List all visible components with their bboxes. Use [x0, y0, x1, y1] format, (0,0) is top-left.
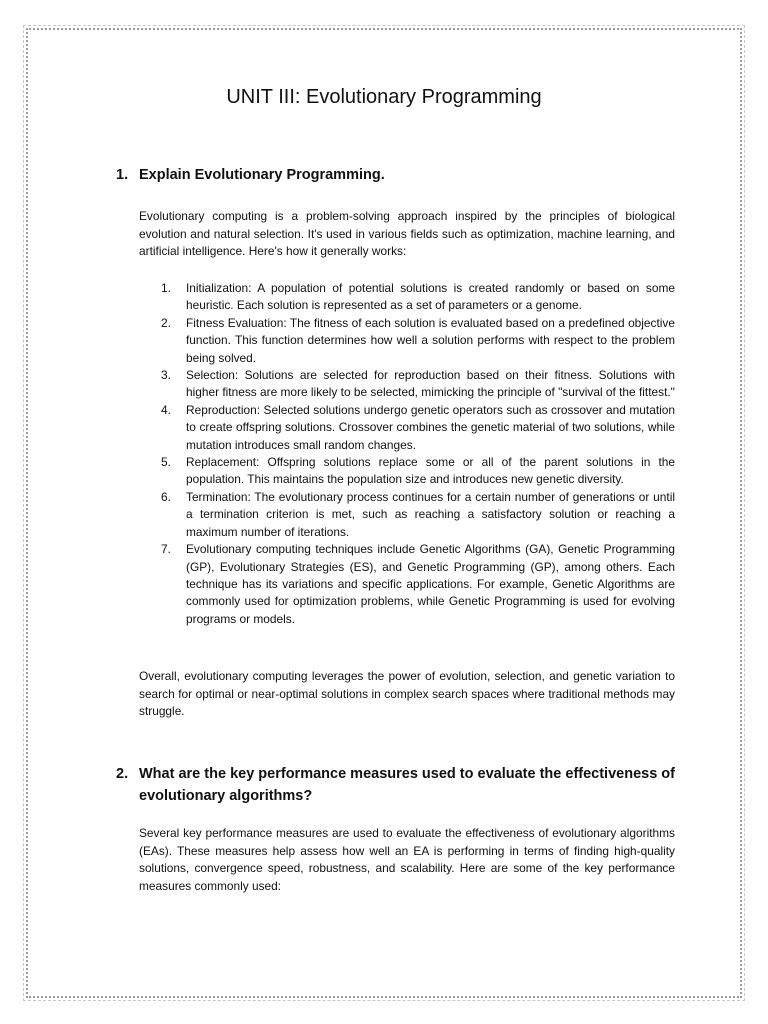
- list-item-text: Reproduction: Selected solutions undergo genetic operators such as crossover and mutation to create offspring solutions. Crossover combines the genetic material of two solutions, while mutation introduces small random changes.: [186, 402, 675, 452]
- section-1-heading: [116, 164, 675, 186]
- list-item-number: 5.: [161, 455, 171, 470]
- section-2-intro: Several key performance measures are used to evaluate the effectiveness of evolutionary algorithms (EAs). These measures help assess how well an EA is performing in terms of finding high-quality solutions, convergence speed, robustness, and scalability. Here are some of the key performance measures commonly used:: [139, 826, 675, 893]
- list-item-text: Replacement: Offspring solutions replace some or all of the parent solutions in the population. This maintains the population size and introduces new genetic diversity.: [186, 455, 675, 487]
- list-item: [161, 402, 675, 454]
- section-1-title: Explain Evolutionary Programming.: [139, 167, 385, 183]
- list-item: [161, 280, 675, 315]
- list-item-text: Initialization: A population of potential solutions is created randomly or based on some heuristic. Each solution is represented as a set of parameters or a genome.: [186, 281, 675, 313]
- list-item-number: 7.: [161, 542, 171, 557]
- list-item-number: 2.: [161, 315, 171, 330]
- list-item: [161, 541, 675, 628]
- list-item: [161, 489, 675, 541]
- section-2-heading: [116, 763, 675, 807]
- list-item-number: 3.: [161, 368, 171, 383]
- list-item-number: 1.: [161, 281, 171, 295]
- list-item-number: 6.: [161, 489, 171, 504]
- list-item-text: Fitness Evaluation: The fitness of each solution is evaluated based on a predefined objective function. This function determines how well a solution performs with respect to the problem being solved.: [186, 315, 675, 365]
- section-1-number: 1.: [116, 167, 129, 183]
- steps-list: [161, 280, 675, 628]
- section-2-number: 2.: [116, 766, 129, 782]
- list-item: [161, 367, 675, 402]
- list-item-number: 4.: [161, 402, 171, 417]
- list-item-text: Termination: The evolutionary process continues for a certain number of generations or until a termination criterion is met, such as reaching a satisfactory solution or reaching a maximum number of iterations.: [186, 489, 675, 539]
- list-item: [161, 315, 675, 367]
- section-1-intro: Evolutionary computing is a problem-solving approach inspired by the principles of biological evolution and natural selection. It's used in various fields such as optimization, machine learning, and artificial intelligence. Here's how it generally works:: [139, 209, 675, 258]
- page-title: UNIT III: Evolutionary Programming: [226, 86, 542, 108]
- section-1-conclusion: Overall, evolutionary computing leverages the power of evolution, selection, and genetic variation to search for optimal or near-optimal solutions in complex search spaces where traditional methods may struggle.: [139, 669, 675, 718]
- list-item-text: Selection: Solutions are selected for reproduction based on their fitness. Solutions with higher fitness are more likely to be selected, mimicking the principle of "survival of the fittest.": [186, 368, 675, 400]
- list-item-text: Evolutionary computing techniques include Genetic Algorithms (GA), Genetic Programming (GP), Evolutionary Strategies (ES), and Genetic Programming (GP), among others. Each technique has its variations and specific applications. For example, Genetic Algorithms are commonly used for optimization problems, while Genetic Programming is used for evolving programs or models.: [186, 542, 675, 626]
- list-item: [161, 454, 675, 489]
- section-2-title: What are the key performance measures used to evaluate the effectiveness of evolutionary algorithms?: [139, 766, 675, 804]
